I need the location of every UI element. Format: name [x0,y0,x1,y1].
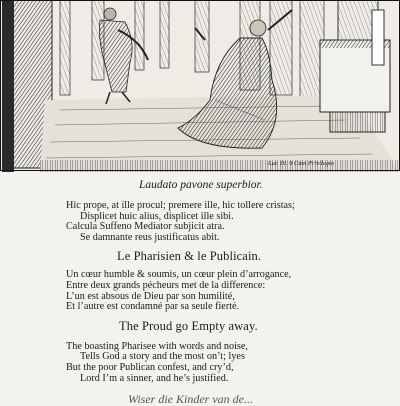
latin-verse-line: Calcula Suffeno Mediator subjicit atra. [66,221,225,232]
french-verse-line: Et l’autre est condamné par sa seule fierté. [66,301,240,312]
next-heading-partial: Wiser die Kinder van de... [128,392,253,406]
french-verse-line: L’un est absous de Dieu par son humilité, [66,291,235,302]
english-verse-line: The boasting Pharisee with words and noise, [66,341,248,352]
latin-verse-line: Displicet huic alius, displicet ille sibi. [80,211,234,222]
french-title: Le Pharisien & le Publicain. [117,249,262,263]
latin-verse-line: Hic prope, at ille procul; premere ille, hic tollere cristas; [66,200,295,211]
latin-motto: Laudato pavone superbior. [139,179,263,191]
english-verse-line: But the poor Publican confest, and cry’d, [66,362,234,373]
scripture-reference: Luc 18. 9 Cum Privilegio [268,160,334,167]
english-verse-line: Tells God a story and the most on’t; lyes [80,351,245,362]
french-verse-line: Entre deux grands pécheurs met de la difference: [66,280,266,291]
french-verse-line: Un cœur humble & soumis, un cœur plein d’arrogance, [66,269,292,280]
latin-verse-line: Se damnante reus justificatus abit. [80,232,220,243]
english-title: The Proud go Empty away. [119,319,258,333]
english-verse-line: Lord I’m a sinner, and he’s justified. [80,373,229,384]
